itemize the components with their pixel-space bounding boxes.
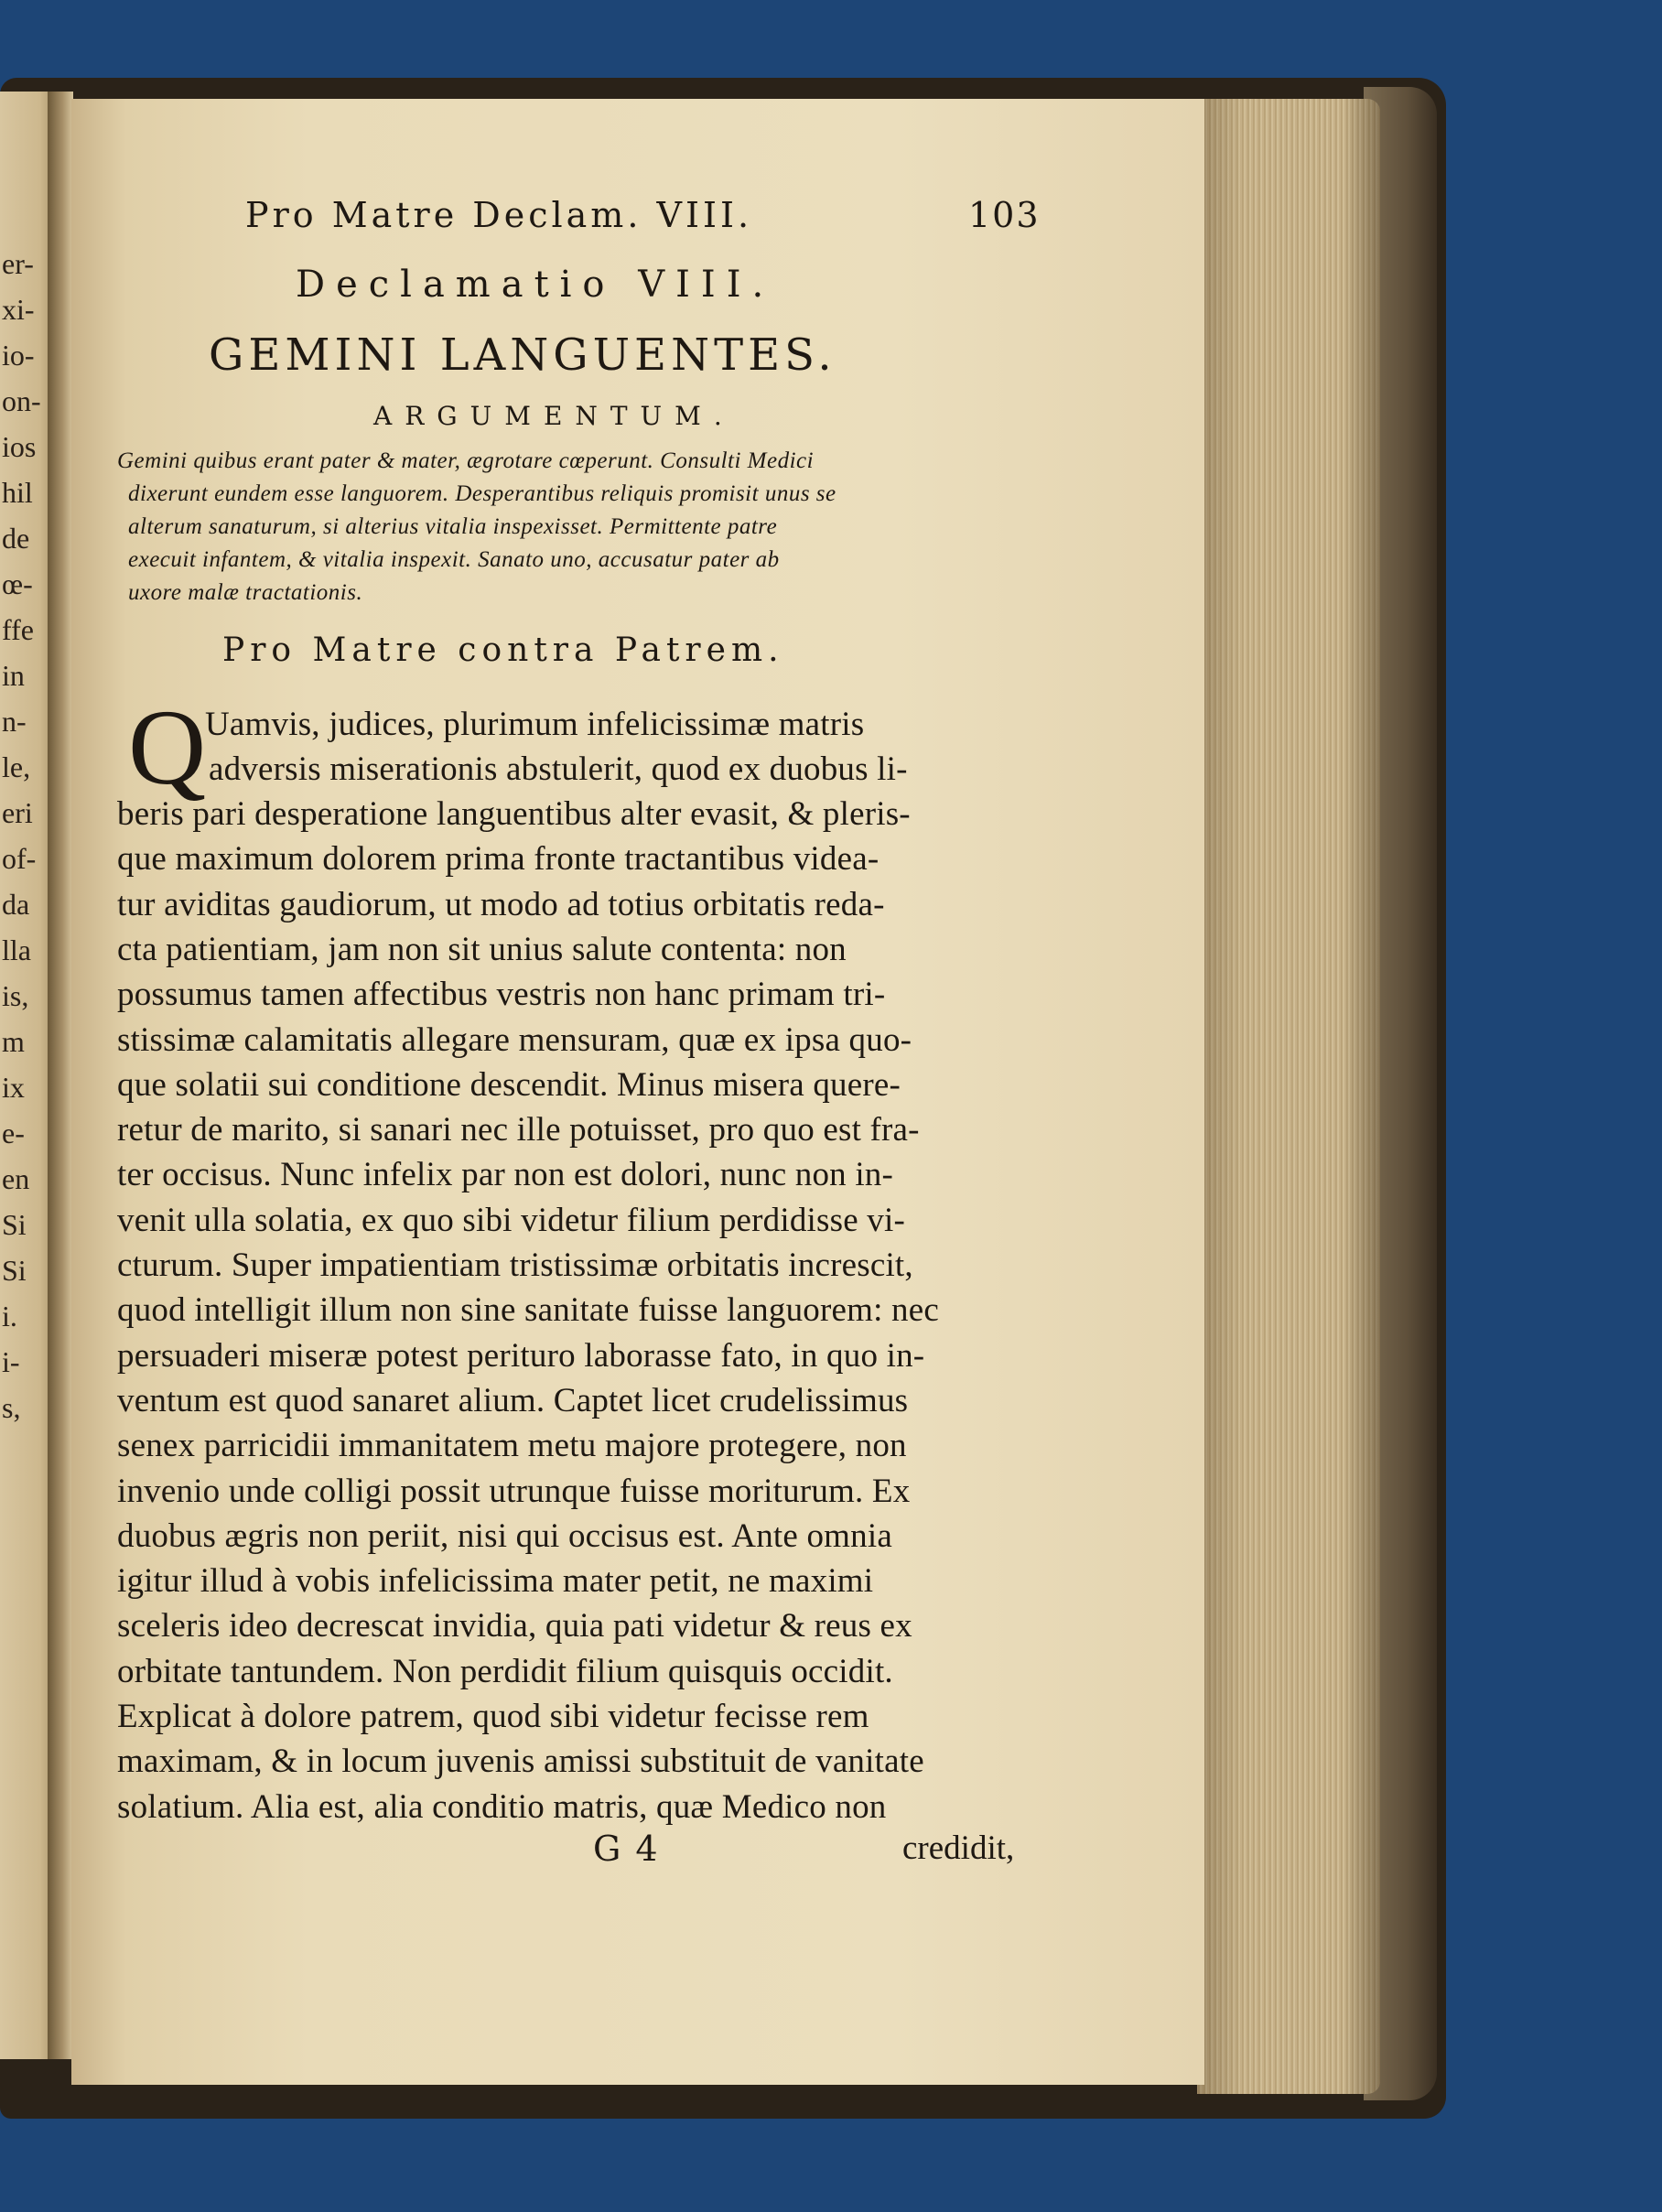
left-page-fragment: en bbox=[2, 1162, 30, 1195]
body-line: senex parricidii immanitatem metu majore protegere, non bbox=[117, 1427, 907, 1465]
left-page-fragment: is, bbox=[2, 979, 29, 1012]
declamation-title: GEMINI LANGUENTES. bbox=[209, 329, 836, 381]
body-line: que solatii sui conditione descendit. Minus misera quere- bbox=[117, 1065, 901, 1104]
right-page bbox=[71, 99, 1204, 2085]
left-page-fragment: da bbox=[2, 888, 30, 921]
left-page-fragment: of- bbox=[2, 842, 37, 875]
argument-line: alterum sanaturum, si alterius vitalia inspexisset. Permittente patre bbox=[128, 514, 778, 539]
body-line: solatium. Alia est, alia conditio matris, quæ Medico non bbox=[117, 1787, 887, 1826]
drop-cap: Q bbox=[128, 687, 207, 807]
page-gutter bbox=[48, 92, 73, 2059]
body-line: sceleris ideo decrescat invidia, quia pati videtur & reus ex bbox=[117, 1607, 912, 1646]
body-line: maximam, & in locum juvenis amissi substituit de vanitate bbox=[117, 1743, 924, 1781]
body-second-line: adversis miserationis abstulerit, quod ex duobus li- bbox=[209, 750, 908, 788]
body-line: beris pari desperatione languentibus alter evasit, & pleris- bbox=[117, 795, 911, 833]
body-line: possumus tamen affectibus vestris non hanc primam tri- bbox=[117, 976, 886, 1014]
left-page-fragment: io- bbox=[2, 339, 35, 372]
signature-mark: G 4 bbox=[593, 1829, 660, 1869]
argument-line: uxore malæ tractationis. bbox=[128, 580, 363, 605]
body-line: que maximum dolorem prima fronte tractantibus videa- bbox=[117, 840, 880, 879]
left-page-fragment: on- bbox=[2, 384, 41, 417]
declamation-number: Declamatio VIII. bbox=[296, 264, 775, 306]
left-page-fragment: in bbox=[2, 659, 25, 692]
left-page-fragment: e- bbox=[2, 1117, 25, 1149]
left-page-fragment: m bbox=[2, 1025, 25, 1058]
left-page-fragment: n- bbox=[2, 705, 27, 738]
argument-line: Gemini quibus erant pater & mater, ægrotare cœperunt. Consulti Medici bbox=[117, 448, 815, 473]
catchword: credidit, bbox=[902, 1829, 1015, 1867]
body-line: cturum. Super impatientiam tristissimæ orbitatis increscit, bbox=[117, 1246, 913, 1284]
subheading: Pro Matre contra Patrem. bbox=[222, 631, 784, 669]
left-page-fragment: er- bbox=[2, 247, 34, 280]
left-page-fragment: lla bbox=[2, 933, 31, 966]
body-line: ter occisus. Nunc infelix par non est dolori, nunc non in- bbox=[117, 1156, 894, 1194]
left-page-fragment: le, bbox=[2, 750, 31, 783]
page-number: 103 bbox=[968, 195, 1041, 235]
left-page-fragment: de bbox=[2, 522, 30, 555]
argument-heading: ARGUMENTUM. bbox=[373, 401, 735, 431]
left-page-fragment: ix bbox=[2, 1071, 25, 1104]
argument-line: execuit infantem, & vitalia inspexit. Sanato uno, accusatur pater ab bbox=[128, 547, 780, 572]
left-page-fragment: Si bbox=[2, 1254, 27, 1287]
body-first-line: Uamvis, judices, plurimum infelicissimæ matris bbox=[205, 706, 865, 743]
left-page-fragment: xi- bbox=[2, 293, 35, 326]
body-line: tur aviditas gaudiorum, ut modo ad totius orbitatis reda- bbox=[117, 885, 885, 923]
left-page-fragment: ios bbox=[2, 430, 37, 463]
body-line: retur de marito, si sanari nec ille potuisset, pro quo est fra- bbox=[117, 1111, 920, 1149]
left-page-fragment: i- bbox=[2, 1345, 20, 1378]
body-line: invenio unde colligi possit utrunque fuisse moriturum. Ex bbox=[117, 1472, 911, 1510]
body-line: cta patientiam, jam non sit unius salute contenta: non bbox=[117, 930, 847, 968]
left-page-fragment: i. bbox=[2, 1300, 17, 1333]
body-line: duobus ægris non periit, nisi qui occisus est. Ante omnia bbox=[117, 1516, 892, 1555]
body-line: venit ulla solatia, ex quo sibi videtur filium perdidisse vi- bbox=[117, 1201, 905, 1239]
left-page-fragment: hil bbox=[2, 476, 33, 509]
left-page-fragment: eri bbox=[2, 796, 33, 829]
page-edges-shadow bbox=[1197, 99, 1380, 2094]
left-page-fragment: œ- bbox=[2, 567, 33, 600]
left-page-fragment: Si bbox=[2, 1208, 27, 1241]
body-line: ventum est quod sanaret alium. Captet licet crudelissimus bbox=[117, 1381, 909, 1419]
body-line: persuaderi miseræ potest perituro laborasse fato, in quo in- bbox=[117, 1336, 925, 1375]
body-line: stissimæ calamitatis allegare mensuram, quæ ex ipsa quo- bbox=[117, 1020, 912, 1059]
argument-line: dixerunt eundem esse languorem. Desperantibus reliquis promisit unus se bbox=[128, 481, 836, 506]
left-page-fragment: ffe bbox=[2, 613, 34, 646]
body-line: igitur illud à vobis infelicissima mater petit, ne maximi bbox=[117, 1562, 874, 1601]
body-line: Explicat à dolore patrem, quod sibi videtur fecisse rem bbox=[117, 1698, 869, 1735]
running-head: Pro Matre Declam. VIII. bbox=[245, 195, 753, 235]
body-line: orbitate tantundem. Non perdidit filium quisquis occidit. bbox=[117, 1652, 893, 1690]
body-line: quod intelligit illum non sine sanitate fuisse languorem: nec bbox=[117, 1291, 939, 1330]
left-page-fragment: s, bbox=[2, 1391, 21, 1424]
